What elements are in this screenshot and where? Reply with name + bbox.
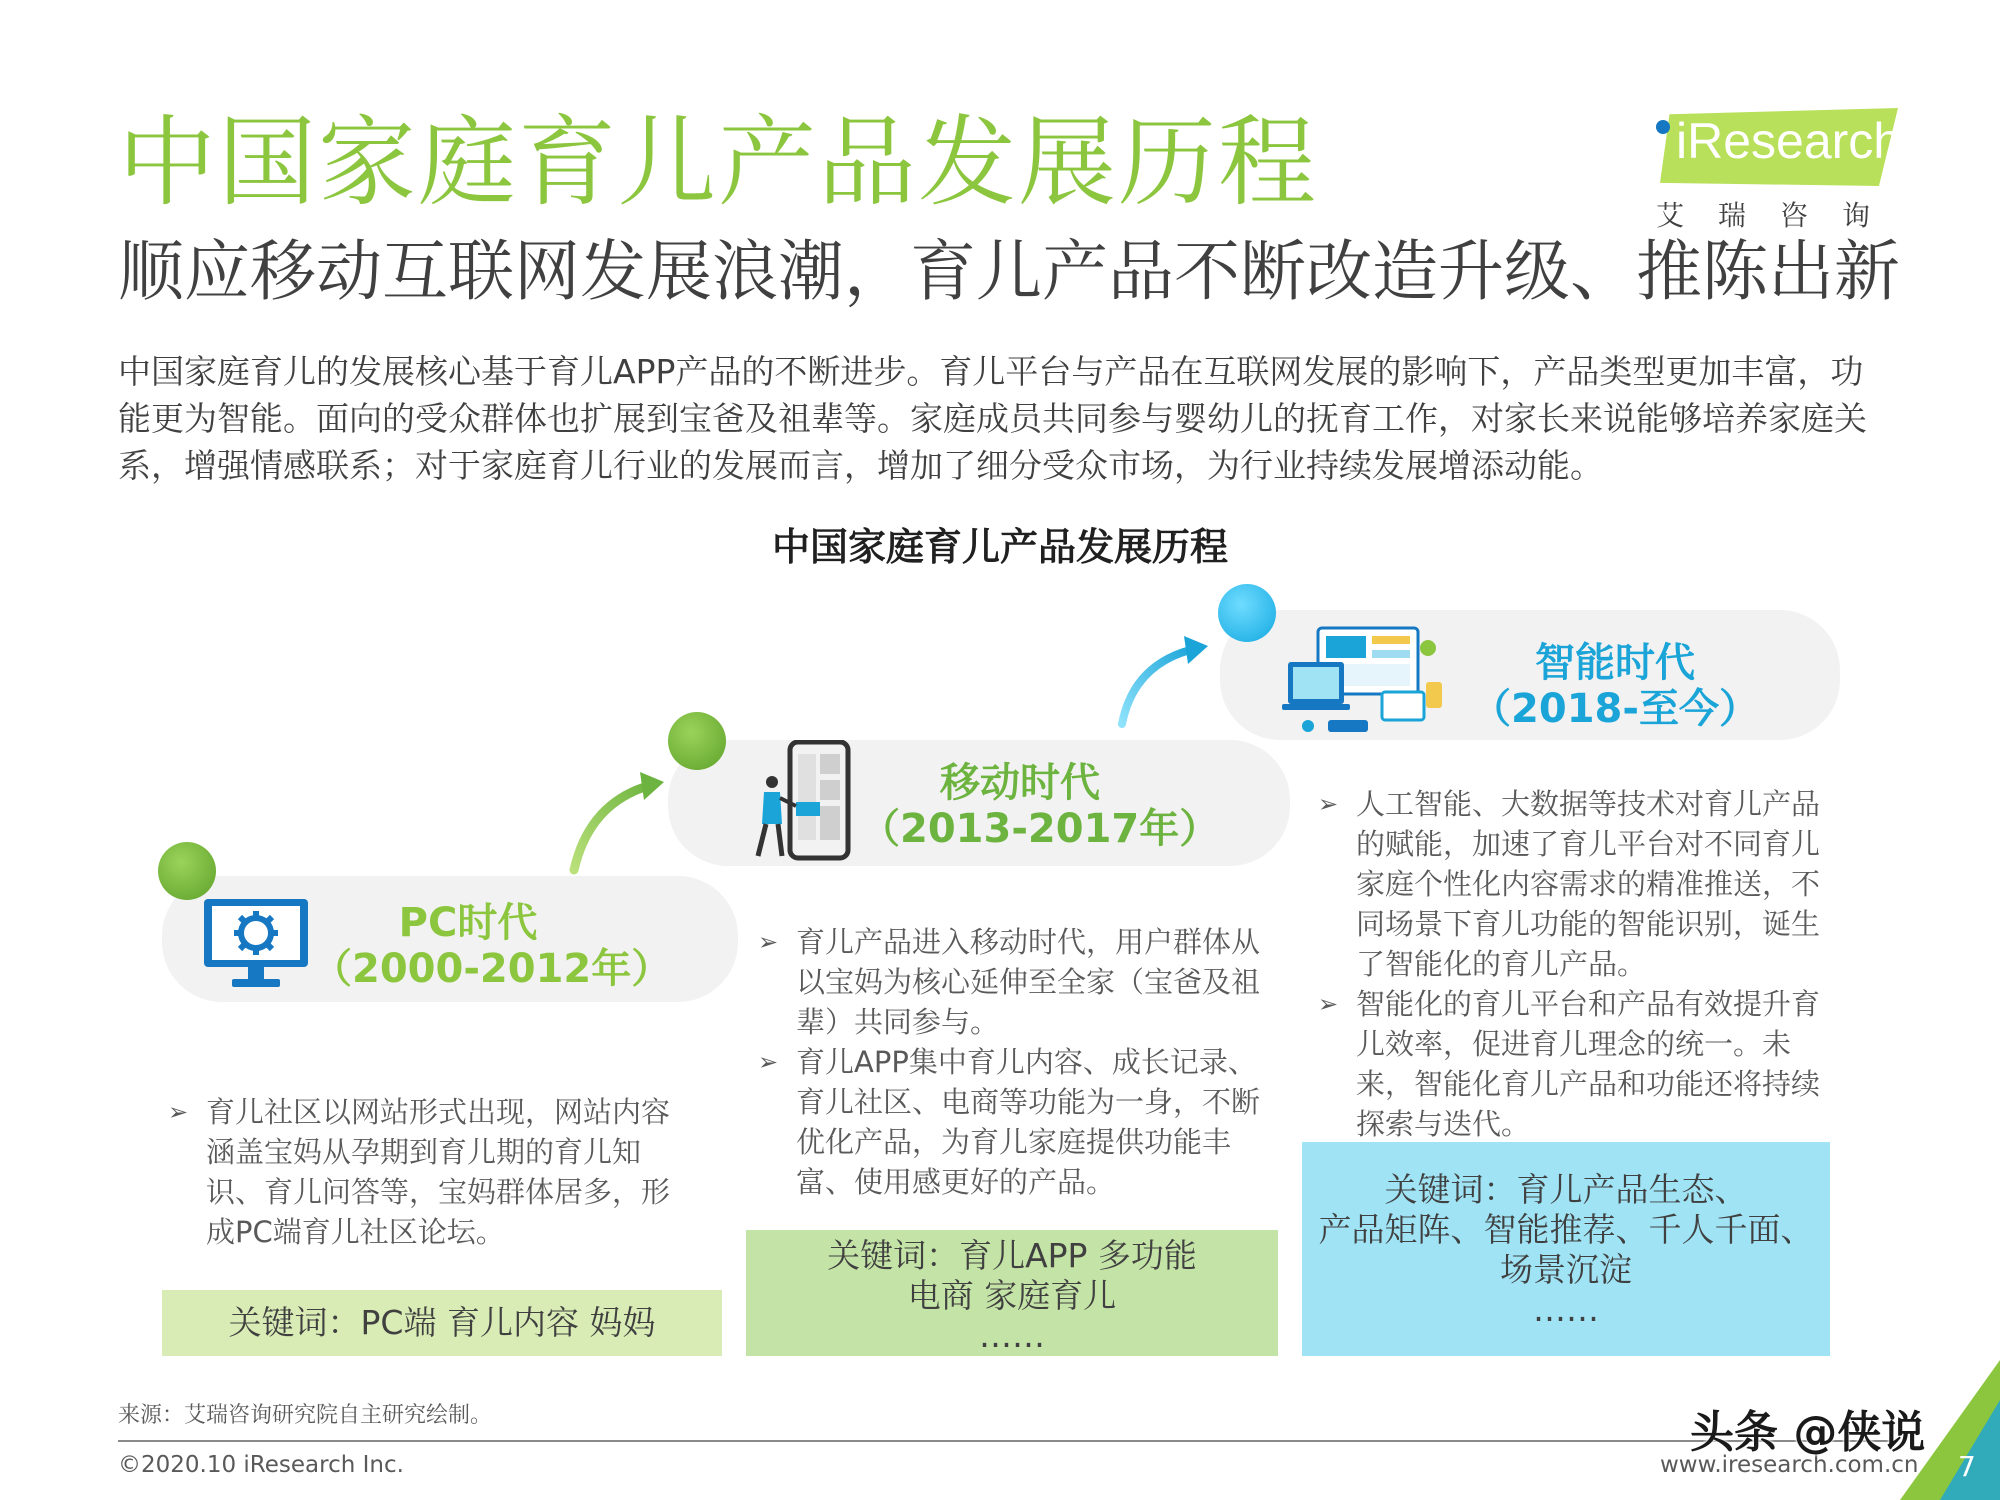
era-label-mobile (860, 760, 1220, 852)
era-period: （2000-2012年） (312, 946, 672, 992)
timeline-dot (1218, 584, 1276, 642)
era-period: （2018-至今） (1471, 686, 1759, 732)
logo-dot (1656, 120, 1670, 134)
bullet-arrow-icon: ➢ (758, 928, 779, 956)
keyword-box-pc (162, 1290, 722, 1356)
era-name: PC时代 (398, 900, 538, 946)
keyword-line: 场景沉淀 (1500, 1250, 1632, 1289)
monitor-gear-icon (200, 895, 312, 991)
era-name: 移动时代 (940, 760, 1100, 806)
website-link[interactable]: www.iresearch.com.cn (1660, 1452, 1919, 1478)
list-item: ➢ 智能化的育儿平台和产品有效提升育儿效率，促进育儿理念的统一。未来，智能化育儿产品和功能还将持续探索与迭代。 (1318, 984, 1838, 1144)
list-item: ➢ 育儿社区以网站形式出现，网站内容涵盖宝妈从孕期到育儿期的育儿知识、育儿问答等，宝妈群体居多，形成PC端育儿社区论坛。 (168, 1092, 696, 1252)
phone-person-icon (752, 740, 852, 862)
bullet-arrow-icon: ➢ (1318, 790, 1339, 818)
era-label-pc (312, 900, 672, 992)
smart-devices-icon (1278, 622, 1448, 742)
era-bullets-mobile (758, 922, 1276, 1202)
keyword-line: …… (979, 1316, 1045, 1355)
keyword-box-mobile (746, 1230, 1278, 1356)
timeline-dot (668, 712, 726, 770)
page-number: 7 (1958, 1450, 1976, 1483)
copyright: ©2020.10 iResearch Inc. (118, 1452, 404, 1478)
bullet-arrow-icon: ➢ (758, 1048, 779, 1076)
page-subtitle: 顺应移动互联网发展浪潮，育儿产品不断改造升级、推陈出新 (118, 233, 1900, 310)
keyword-line: 关键词：PC端 育儿内容 妈妈 (228, 1303, 656, 1342)
page-title: 中国家庭育儿产品发展历程 (118, 106, 1319, 220)
arrow-up-right-icon (560, 770, 670, 880)
logo-cn: 艾瑞咨询 (1656, 199, 1905, 232)
keyword-line: 产品矩阵、智能推荐、千人千面、 (1318, 1210, 1814, 1249)
arrow-up-right-icon (1112, 632, 1212, 732)
era-bullets-pc (168, 1092, 696, 1252)
intro-paragraph: 中国家庭育儿的发展核心基于育儿APP产品的不断进步。育儿平台与产品在互联网发展的影响下，产品类型更加丰富，功能更为智能。面向的受众群体也扩展到宝爸及祖辈等。家庭成员共同参与婴幼儿的抚育工作，对家长来说能够培养家庭关系，增强情感联系；对于家庭育儿行业的发展而言，增加了细分受众市场，为行业持续发展增添动能。 (118, 352, 1867, 485)
bullet-arrow-icon: ➢ (168, 1098, 189, 1126)
keyword-box-smart (1302, 1142, 1830, 1356)
era-name: 智能时代 (1535, 640, 1695, 686)
era-period: （2013-2017年） (860, 806, 1220, 852)
era-label-smart (1450, 640, 1780, 732)
keyword-line: …… (1533, 1290, 1599, 1329)
era-bullets-smart (1318, 784, 1838, 1144)
watermark: 头条 @侠说 (1690, 1407, 1926, 1458)
list-item: ➢ 育儿产品进入移动时代，用户群体从以宝妈为核心延伸至全家（宝爸及祖辈）共同参与。 (758, 922, 1276, 1042)
source-note: 来源：艾瑞咨询研究院自主研究绘制。 (118, 1403, 493, 1428)
timeline-dot (158, 842, 216, 900)
logo-wordmark: iResearch (1676, 113, 1902, 169)
list-item: ➢ 人工智能、大数据等技术对育儿产品的赋能，加速了育儿平台对不同育儿家庭个性化内容需求的精准推送，不同场景下育儿功能的智能识别，诞生了智能化的育儿产品。 (1318, 784, 1838, 984)
keyword-line: 电商 家庭育儿 (907, 1276, 1117, 1315)
chart-title: 中国家庭育儿产品发展历程 (771, 525, 1228, 569)
list-item: ➢ 育儿APP集中育儿内容、成长记录、育儿社区、电商等功能为一身，不断优化产品，为育儿家庭提供功能丰富、使用感更好的产品。 (758, 1042, 1276, 1202)
footer-divider (118, 1440, 1898, 1442)
bullet-arrow-icon: ➢ (1318, 990, 1339, 1018)
keyword-line: 关键词：育儿APP 多功能 (827, 1236, 1197, 1275)
keyword-line: 关键词：育儿产品生态、 (1384, 1170, 1748, 1209)
